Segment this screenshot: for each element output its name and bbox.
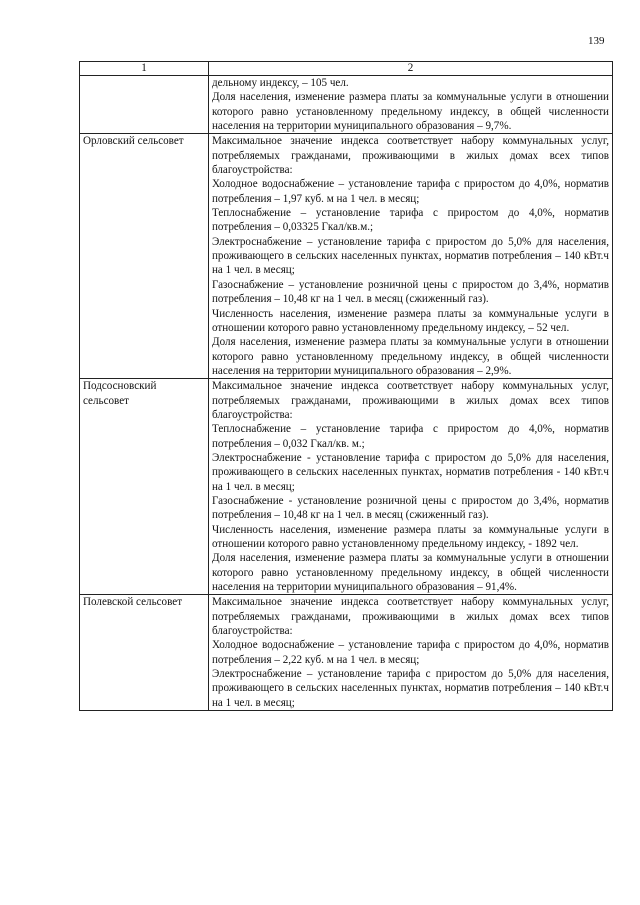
table-row: [80, 134, 613, 379]
description-cell: [209, 134, 613, 379]
municipality-name-cell: Подсосновский сельсовет: [80, 379, 209, 595]
paragraph: дельному индексу, – 105 чел.: [212, 77, 349, 89]
paragraph: Теплоснабжение – установление тарифа с приростом до 4,0%, норматив потребления – 0,03325 Гкал/кв.м.;: [212, 207, 609, 234]
page-number: 139: [588, 35, 605, 47]
municipality-name-cell: [80, 76, 209, 134]
paragraph: Максимальное значение индекса соответствует набору коммунальных услуг, потребляемых гражданами, проживающими в жилых домах всех типов благоустройства:: [212, 380, 609, 421]
paragraph: Доля населения, изменение размера платы за коммунальные услуги в отношении которого равно установленному предельному индексу, в общей численности населения на территории муниципального образования – 91,4%.: [212, 552, 609, 594]
description-cell: [209, 379, 613, 595]
paragraph: Доля населения, изменение размера платы за коммунальные услуги в отношении которого равно установленному предельному индексу, в общей численности населения на территории муниципального образования – 9,7%.: [212, 91, 609, 133]
table-header-row: [80, 62, 613, 76]
paragraph: Электроснабжение – установление тарифа с приростом до 5,0% для населения, проживающего в сельских населенных пунктах, норматив потребления – 140 кВт.ч на 1 чел. в месяц;: [212, 235, 609, 277]
municipality-name-cell: Полевской сельсовет: [80, 595, 209, 711]
paragraph: Численность населения, изменение размера платы за коммунальные услуги в отношении которого равно установленному предельному индексу, - 1892 чел.: [212, 523, 609, 550]
paragraph: Газоснабжение - установление розничной цены с приростом до 3,4%, норматив потребления – 10,48 кг на 1 чел. в месяц (сжиженный газ).: [212, 494, 609, 522]
paragraph: Теплоснабжение – установление тарифа с приростом до 4,0%, норматив потребления – 0,032 Гкал/кв. м.;: [212, 423, 609, 450]
column-header-2: 2: [209, 62, 613, 76]
municipality-name-cell: Орловский сельсовет: [80, 134, 209, 379]
paragraph: Электроснабжение - установление тарифа с приростом до 5,0% для населения, проживающего в сельских населенных пунктах, норматив потребления - 140 кВт.ч на 1 чел. в месяц;: [212, 451, 609, 493]
table-row: [80, 76, 613, 134]
paragraph: Газоснабжение – установление розничной цены с приростом до 3,4%, норматив потребления – 10,48 кг на 1 чел. в месяц (сжиженный газ).: [212, 278, 609, 306]
table-row: [80, 595, 613, 711]
table-row: [80, 379, 613, 595]
column-header-1: 1: [80, 62, 209, 76]
description-cell: [209, 76, 613, 134]
paragraph: Максимальное значение индекса соответствует набору коммунальных услуг, потребляемых гражданами, проживающими в жилых домах всех типов благоустройства:: [212, 135, 609, 177]
paragraph: Численность населения, изменение размера платы за коммунальные услуги в отношении которого равно установленному предельному индексу, – 52 чел.: [212, 307, 609, 334]
paragraph: Холодное водоснабжение – установление тарифа с приростом до 4,0%, норматив потребления – 2,22 куб. м на 1 чел. в месяц;: [212, 639, 609, 666]
paragraph: Электроснабжение – установление тарифа с приростом до 5,0% для населения, проживающего в сельских населенных пунктах, норматив потребления – 140 кВт.ч на 1 чел. в месяц;: [212, 668, 609, 709]
paragraph: Доля населения, изменение размера платы за коммунальные услуги в отношении которого равно установленному предельному индексу, в общей численности населения на территории муниципального образования – 2,9%.: [212, 336, 609, 377]
paragraph: Холодное водоснабжение – установление тарифа с приростом до 4,0%, норматив потребления – 1,97 куб. м на 1 чел. в месяц;: [212, 178, 609, 205]
description-cell: [209, 595, 613, 711]
tariff-table: [79, 61, 613, 711]
paragraph: Максимальное значение индекса соответствует набору коммунальных услуг, потребляемых гражданами, проживающими в жилых домах всех типов благоустройства:: [212, 596, 609, 638]
